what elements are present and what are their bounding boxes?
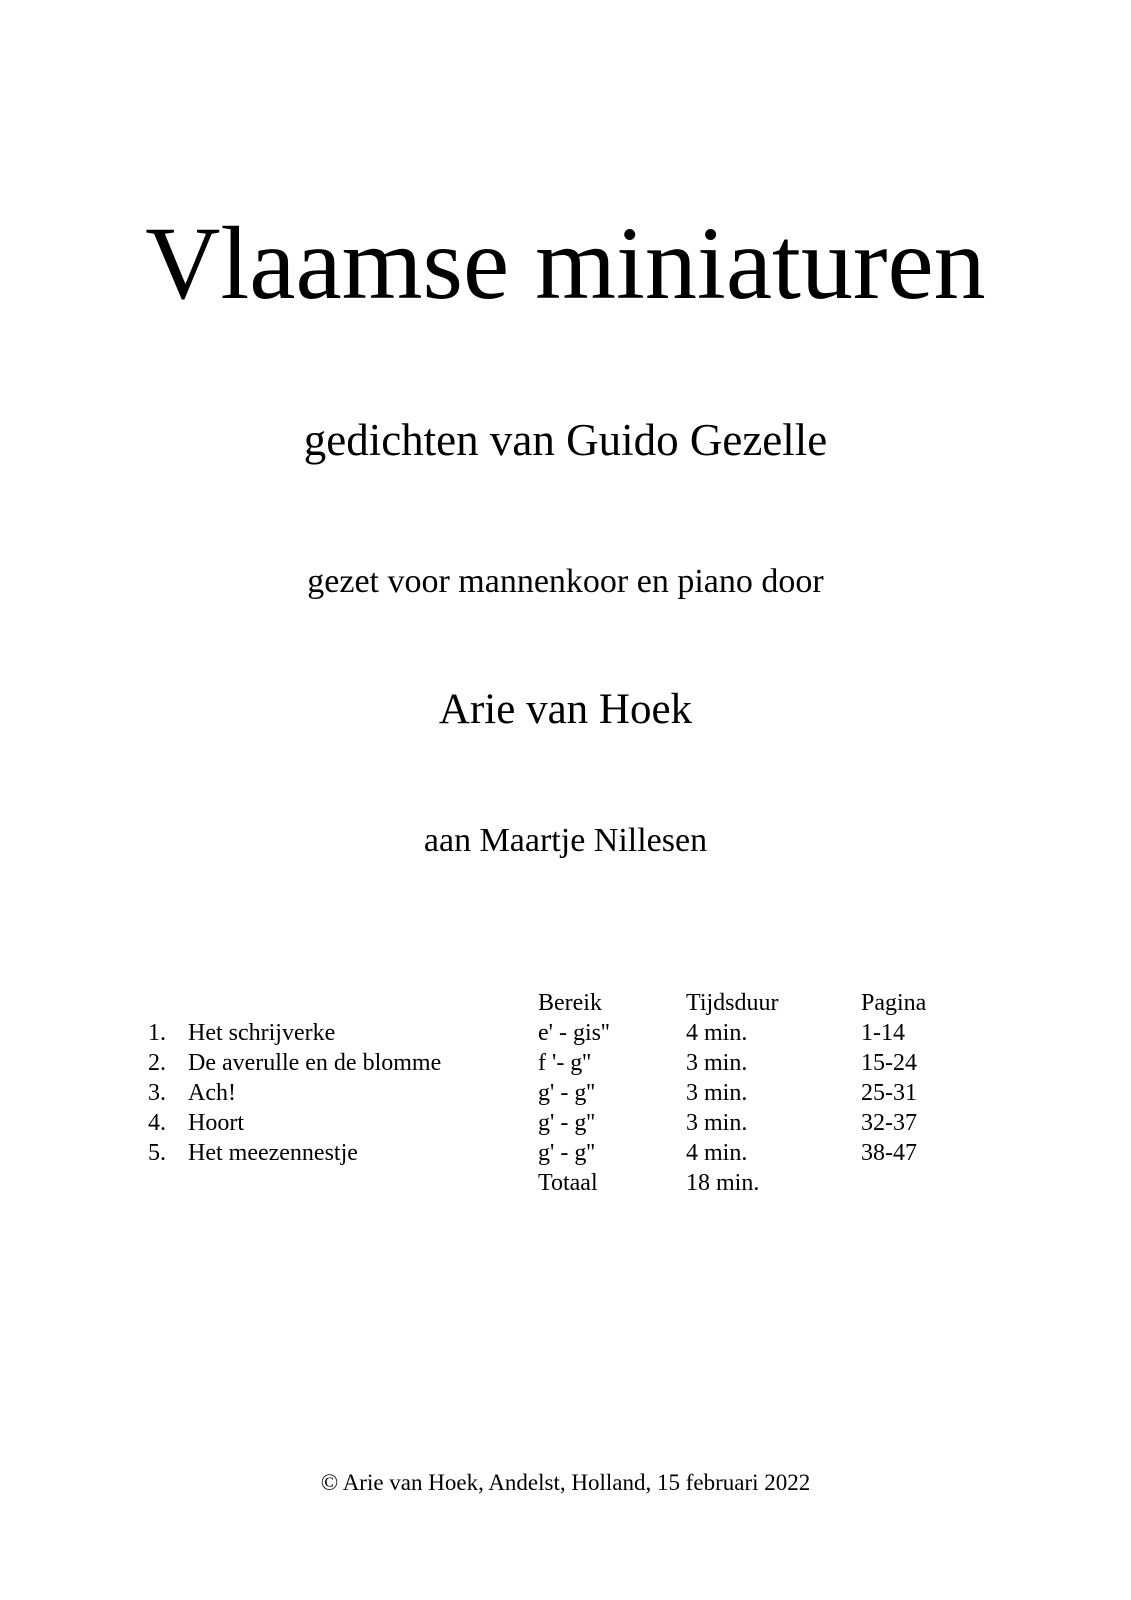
work-pages: 15-24 — [861, 1050, 917, 1076]
work-pages: 38-47 — [861, 1140, 917, 1166]
work-pages: 32-37 — [861, 1110, 917, 1136]
table-row — [0, 1138, 1131, 1168]
work-number: 4. — [148, 1110, 166, 1136]
work-number: 2. — [148, 1050, 166, 1076]
page-title: Vlaamse miniaturen — [145, 206, 986, 321]
header-duration: Tijdsduur — [686, 990, 779, 1016]
work-duration: 3 min. — [686, 1050, 748, 1076]
total-label: Totaal — [538, 1170, 598, 1196]
work-number: 5. — [148, 1140, 166, 1166]
work-range: g' - g'' — [538, 1110, 595, 1136]
table-row — [0, 1108, 1131, 1138]
composer-name: Arie van Hoek — [438, 686, 693, 733]
work-pages: 1-14 — [861, 1020, 905, 1046]
work-duration: 4 min. — [686, 1020, 748, 1046]
table-header-row — [0, 988, 1131, 1018]
works-table — [0, 988, 1131, 1228]
work-range: g' - g'' — [538, 1080, 595, 1106]
work-range: g' - g'' — [538, 1140, 595, 1166]
work-title: De averulle en de blomme — [188, 1050, 442, 1076]
subtitle: gedichten van Guido Gezelle — [303, 415, 828, 465]
table-row — [0, 1018, 1131, 1048]
dedication: aan Maartje Nillesen — [423, 822, 708, 859]
work-number: 3. — [148, 1080, 166, 1106]
work-title: Het meezennestje — [188, 1140, 358, 1166]
work-range: e' - gis'' — [538, 1020, 610, 1046]
work-title: Ach! — [188, 1080, 236, 1106]
table-row — [0, 1078, 1131, 1108]
copyright-line: © Arie van Hoek, Andelst, Holland, 15 februari 2022 — [320, 1470, 811, 1495]
work-duration: 4 min. — [686, 1140, 748, 1166]
table-total-row — [0, 1168, 1131, 1198]
setting-line: gezet voor mannenkoor en piano door — [307, 563, 824, 600]
work-number: 1. — [148, 1020, 166, 1046]
work-range: f '- g'' — [538, 1050, 591, 1076]
work-title: Hoort — [188, 1110, 244, 1136]
table-row — [0, 1048, 1131, 1078]
work-duration: 3 min. — [686, 1110, 748, 1136]
work-title: Het schrijverke — [188, 1020, 336, 1046]
total-duration: 18 min. — [686, 1170, 760, 1196]
work-pages: 25-31 — [861, 1080, 917, 1106]
header-range: Bereik — [538, 990, 602, 1016]
header-pages: Pagina — [861, 990, 927, 1016]
work-duration: 3 min. — [686, 1080, 748, 1106]
